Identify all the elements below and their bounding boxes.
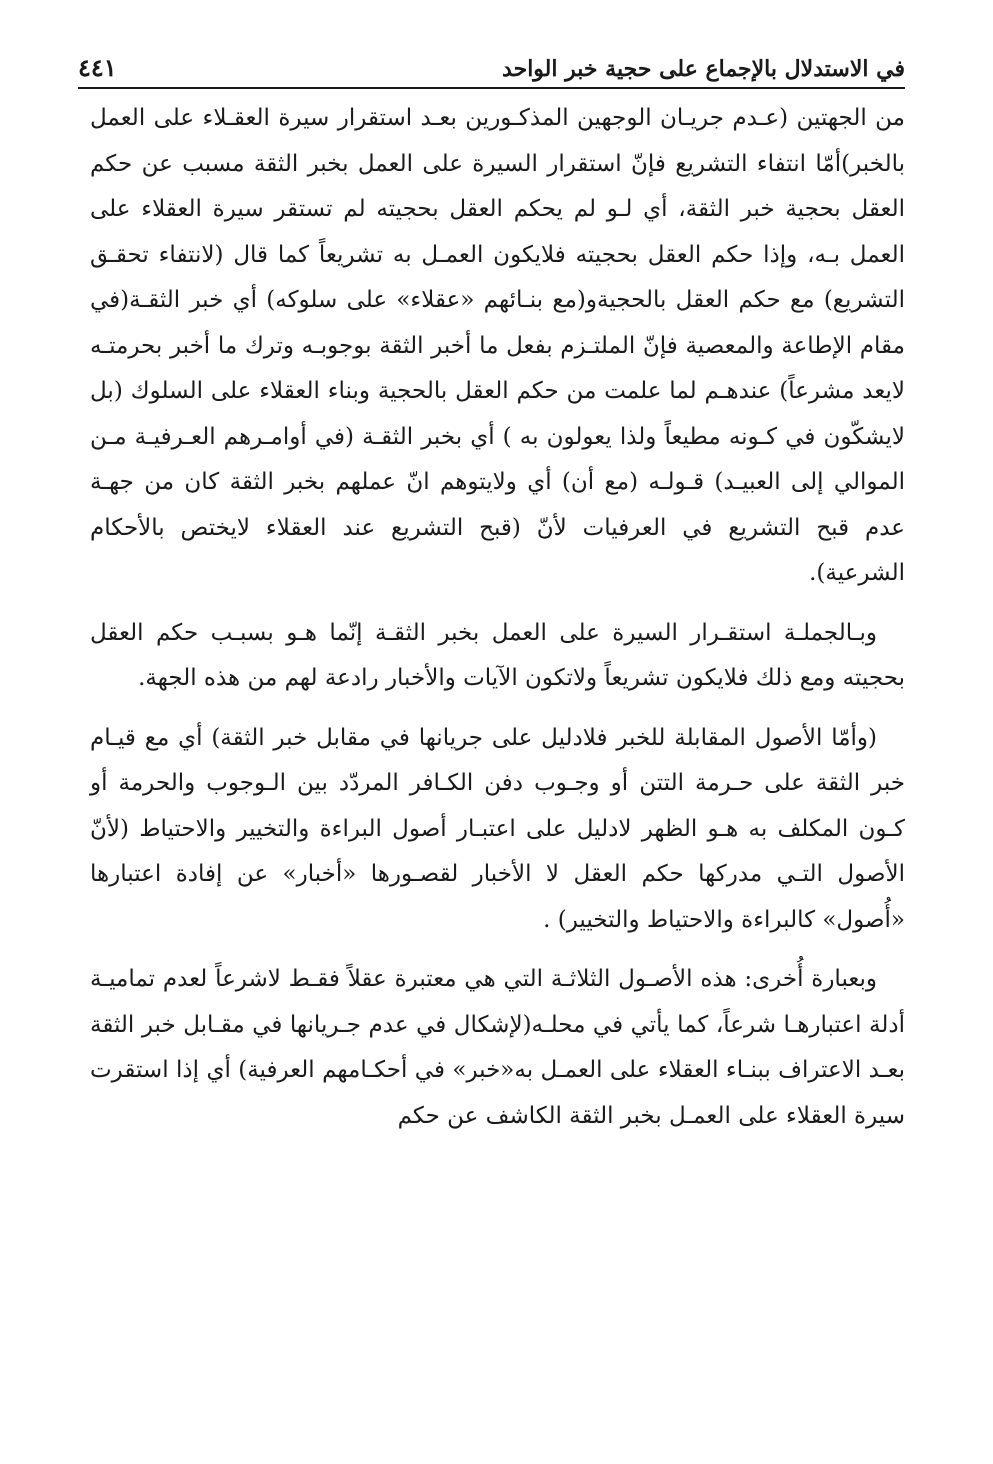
paragraph: من الجهتين (عـدم جريـان الوجهين المذكـورين بعـد استقرار سيرة العقـلاء على العمل بالخبر)أمّا انتفاء التشريع فإنّ استقرار السيرة على العمل بخبر الثقة مسبب عن حكم العقل بحجية خبر الثقة، أي لـو لم يحكم العقل بحجيته لم تستقر سيرة العقلاء على العمل بـه، وإذا حكم العقل بحجيته فلايكون العمـل به تشريعاً كما قال (لانتفاء تحقـق التشريع) مع حكم العقل بالحجيةو(مع بنـائهم «عقلاء» على سلوكه) أي خبر الثقـة(في مقام الإطاعة والمعصية فإنّ الملتـزم بفعل ما أخبر الثقة بوجوبـه وترك ما أخبر بحرمتـه لايعد مشرعاً) عندهـم لما علمت من حكم العقل بالحجية وبناء العقلاء على السلوك (بل لايشكّون في كـونه مطيعاً ولذا يعولون به ) أي بخبر الثقـة (في أوامـرهم العـرفيـة مـن الموالي إلى العبيـد) قـولـه (مع أن) أي ولايتوهم انّ عملهم بخبر الثقة كان من جهـة عدم قبح التشريع في العرفيات لأنّ (قبح التشريع عند العقلاء لايختص بالأحكام الشرعية).: [90, 105, 905, 586]
running-title: في الاستدلال بالإجماع على حجية خبر الواحد: [502, 56, 905, 82]
paragraph: وبـالجملـة استقـرار السيرة على العمل بخبر الثقـة إنّما هـو بسبـب حكم العقل بحجيته ومع ذلك فلايكون تشريعاً ولاتكون الآيات والأخبار رادعة لهم من هذه الجهة.: [90, 619, 905, 691]
body-text: [90, 96, 905, 1139]
paragraph: وبعبارة أُخرى: هذه الأصـول الثلاثـة التي هي معتبرة عقلاً فقـط لاشرعاً لعدم تماميـة أدلة اعتبارهـا شرعاً، كما يأتي في محلـه(لإشكال في عدم جـريانها في مقـابل خبر الثقة بعـد الاعتراف ببنـاء العقلاء على العمـل به«خبر» في أحكـامهم العرفية) أي إذا استقرت سيرة العقلاء على العمـل بخبر الثقة الكاشف عن حكم: [90, 966, 905, 1129]
running-header: [78, 38, 905, 82]
paragraph: (وأمّا الأصول المقابلة للخبر فلادليل على جريانها في مقابل خبر الثقة) أي مع قيـام خبر الثقة على حـرمة التتن أو وجـوب دفن الكـافر المردّد بين الـوجوب والحرمة أو كـون المكلف به هـو الظهر لادليل على اعتبـار أصول البراءة والتخيير والاحتياط (لأنّ الأصول التـي مدركها حكم العقل لا الأخبار لقصـورها «أخبار» عن إفادة اعتبارها «أُصول» كالبراءة والاحتياط والتخيير) .: [90, 724, 905, 933]
header-divider: [78, 87, 905, 89]
page-number: ٤٤١: [78, 53, 117, 82]
